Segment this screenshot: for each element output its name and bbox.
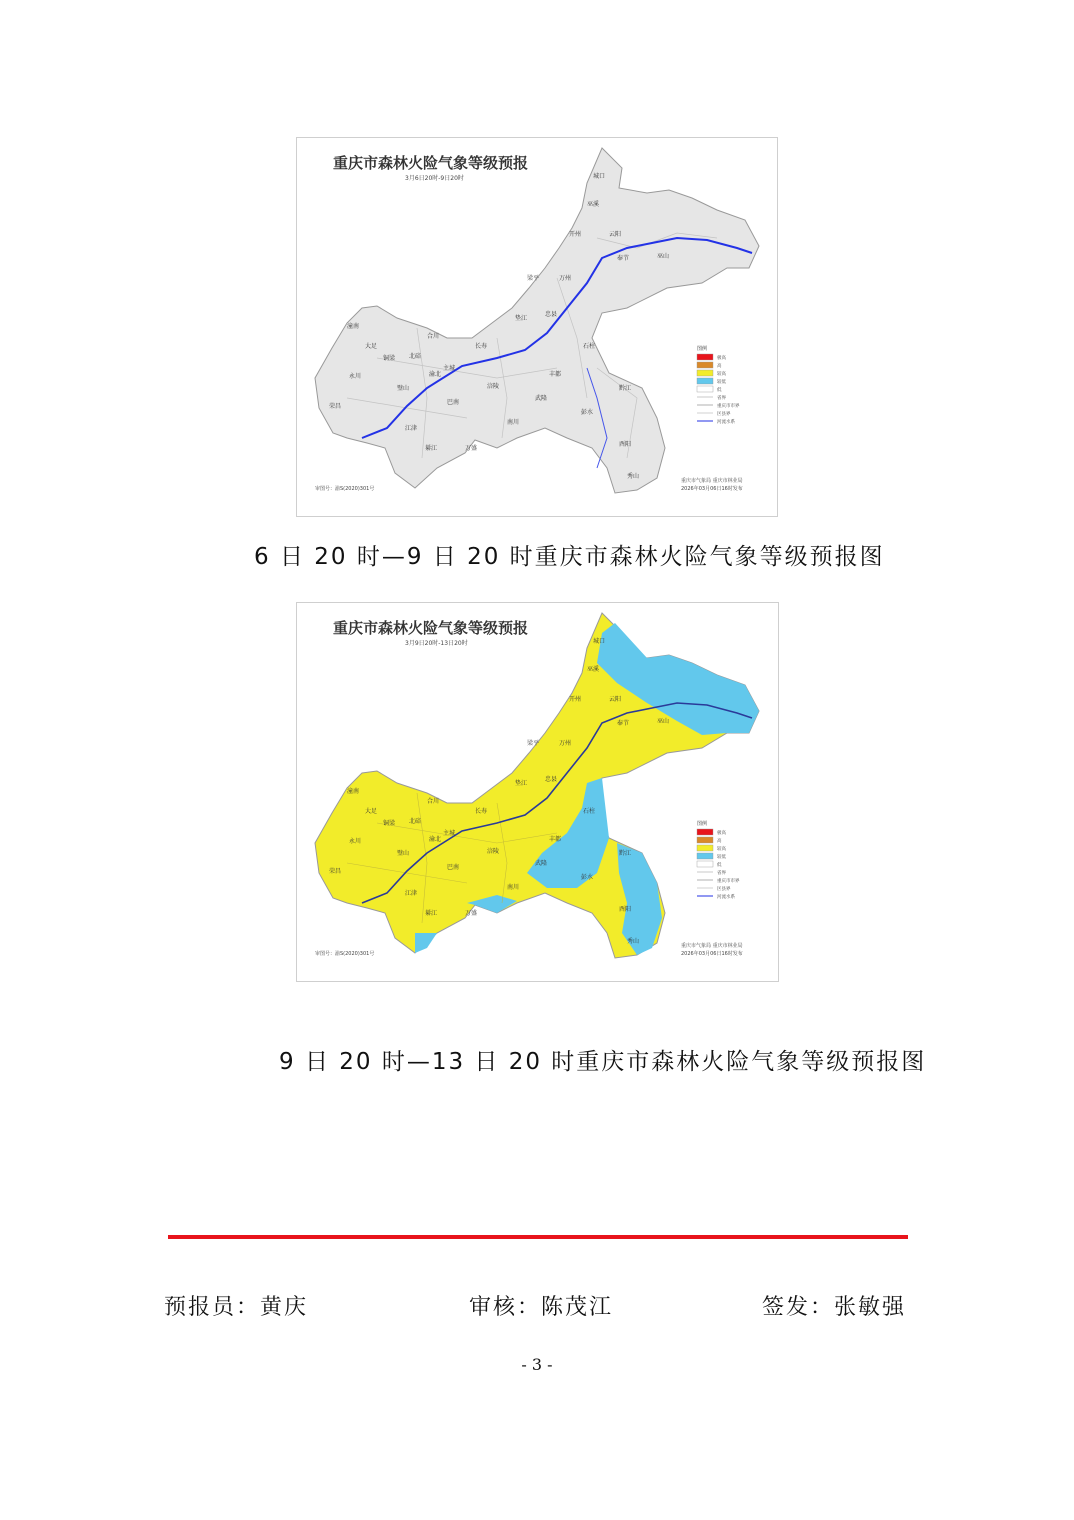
reviewer-signature: 审核：陈茂江 (469, 1295, 614, 1320)
legend-label: 较低 (717, 380, 726, 385)
district-label: 南川 (507, 884, 520, 891)
district-label: 忠县 (545, 776, 558, 783)
map-2-title: 重庆市森林火险气象等级预报 (333, 619, 529, 637)
district-label: 江津 (405, 890, 418, 897)
district-label: 大足 (365, 343, 378, 350)
district-label: 永川 (349, 373, 362, 380)
district-label: 巫溪 (587, 201, 600, 208)
legend-swatch (697, 853, 713, 859)
district-label: 璧山 (397, 850, 410, 857)
district-label: 忠县 (545, 311, 558, 318)
district-label: 秀山 (627, 473, 640, 480)
district-label: 永川 (349, 838, 362, 845)
district-label: 万盛 (465, 445, 478, 452)
district-label: 武隆 (535, 395, 548, 402)
district-label: 奉节 (617, 720, 630, 727)
district-label: 石柱 (583, 808, 596, 815)
district-label: 丰都 (549, 371, 562, 378)
legend-label: 重庆市市界 (717, 879, 740, 884)
separator-line (168, 1235, 908, 1239)
district-label: 城口 (593, 638, 606, 645)
chongqing-region-shape (315, 148, 759, 493)
legend-label: 极高 (717, 356, 726, 361)
district-label: 云阳 (609, 231, 622, 238)
district-label: 奉节 (617, 255, 630, 262)
legend-label: 区县界 (717, 887, 731, 892)
legend-swatch (697, 845, 713, 851)
district-label: 巴南 (447, 864, 460, 871)
legend-title: 图例 (697, 346, 708, 352)
district-label: 开州 (569, 696, 582, 703)
district-label: 北碚 (409, 353, 422, 360)
legend-label: 重庆市市界 (717, 404, 740, 409)
district-label: 渝北 (429, 371, 442, 378)
district-label: 黔江 (619, 850, 632, 857)
legend-label: 高 (717, 839, 722, 844)
district-label: 城口 (593, 173, 606, 180)
map-1-graphic (297, 138, 778, 517)
district-label: 万盛 (465, 910, 478, 917)
district-label: 长寿 (475, 808, 488, 815)
legend-swatch (697, 837, 713, 843)
legend-label: 省界 (717, 396, 726, 401)
legend-title: 图例 (697, 821, 708, 827)
district-label: 秀山 (627, 938, 640, 945)
district-label: 巫山 (657, 718, 670, 725)
district-label: 垫江 (515, 780, 528, 787)
map-2-graphic (297, 603, 779, 982)
district-label: 北碚 (409, 818, 422, 825)
district-label: 璧山 (397, 385, 410, 392)
district-label: 开州 (569, 231, 582, 238)
district-label: 黔江 (619, 385, 632, 392)
district-label: 荣昌 (329, 403, 342, 410)
issuer-signature: 签发：张敏强 (762, 1295, 907, 1320)
legend-label: 低 (717, 863, 722, 868)
district-label: 巫溪 (587, 666, 600, 673)
district-label: 云阳 (609, 696, 622, 703)
legend-label: 河流水系 (717, 895, 735, 900)
district-label: 綦江 (425, 910, 438, 917)
legend-swatch (697, 829, 713, 835)
legend-swatch (697, 378, 713, 384)
legend-swatch (697, 861, 713, 867)
district-label: 渝北 (429, 836, 442, 843)
legend-swatch (697, 370, 713, 376)
map-2-publisher-2: 2026年03月06日16时发布 (681, 951, 743, 957)
district-label: 涪陵 (487, 848, 500, 855)
district-label: 荣昌 (329, 868, 342, 875)
legend-label: 高 (717, 364, 722, 369)
map-2-code: 审图号：渝S(2020)301号 (315, 951, 375, 957)
district-label: 綦江 (425, 445, 438, 452)
map-1-title: 重庆市森林火险气象等级预报 (333, 154, 529, 172)
forecaster-signature: 预报员：黄庆 (164, 1295, 309, 1320)
district-label: 万州 (559, 275, 572, 282)
district-label: 潼南 (347, 323, 360, 330)
district-label: 彭水 (581, 409, 594, 416)
district-label: 合川 (427, 333, 440, 340)
district-label: 长寿 (475, 343, 488, 350)
district-label: 铜梁 (383, 355, 396, 362)
district-label: 铜梁 (383, 820, 396, 827)
district-label: 涪陵 (487, 383, 500, 390)
legend-label: 较低 (717, 855, 726, 860)
district-label: 梁平 (527, 740, 540, 747)
legend-label: 极高 (717, 831, 726, 836)
district-label: 江津 (405, 425, 418, 432)
legend-label: 省界 (717, 871, 726, 876)
legend-label: 低 (717, 388, 722, 393)
district-label: 合川 (427, 798, 440, 805)
district-label: 南川 (507, 419, 520, 426)
district-label: 垫江 (515, 315, 528, 322)
map-1-publisher-2: 2026年03月06日16时发布 (681, 486, 743, 492)
map-1-publisher-1: 重庆市气象局 重庆市林业局 (681, 478, 743, 484)
legend-label: 较高 (717, 847, 726, 852)
legend-swatch (697, 386, 713, 392)
legend-swatch (697, 354, 713, 360)
district-label: 巴南 (447, 399, 460, 406)
district-label: 主城 (443, 365, 456, 372)
district-label: 彭水 (581, 874, 594, 881)
forecast-map-2 (296, 602, 779, 982)
legend-label: 区县界 (717, 412, 731, 417)
district-label: 梁平 (527, 275, 540, 282)
forecast-map-1 (296, 137, 778, 517)
district-label: 巫山 (657, 253, 670, 260)
district-label: 丰都 (549, 836, 562, 843)
district-label: 酉阳 (619, 441, 632, 448)
map-1-subtitle: 3月6日20时-9日20时 (405, 175, 464, 182)
district-label: 石柱 (583, 343, 596, 350)
district-label: 主城 (443, 830, 456, 837)
map-1-caption: 6 日 20 时—9 日 20 时重庆市森林火险气象等级预报图 (254, 544, 885, 570)
legend-swatch (697, 362, 713, 368)
map-2-subtitle: 3月9日20时-13日20时 (405, 640, 468, 647)
district-label: 潼南 (347, 788, 360, 795)
district-label: 武隆 (535, 860, 548, 867)
map-2-caption: 9 日 20 时—13 日 20 时重庆市森林火险气象等级预报图 (279, 1049, 927, 1075)
legend-label: 较高 (717, 372, 726, 377)
map-2-publisher-1: 重庆市气象局 重庆市林业局 (681, 943, 743, 949)
map-1-code: 审图号：渝S(2020)301号 (315, 486, 375, 492)
district-label: 万州 (559, 740, 572, 747)
district-label: 大足 (365, 808, 378, 815)
legend-label: 河流水系 (717, 420, 735, 425)
district-label: 酉阳 (619, 906, 632, 913)
page-number: - 3 - (521, 1355, 553, 1374)
